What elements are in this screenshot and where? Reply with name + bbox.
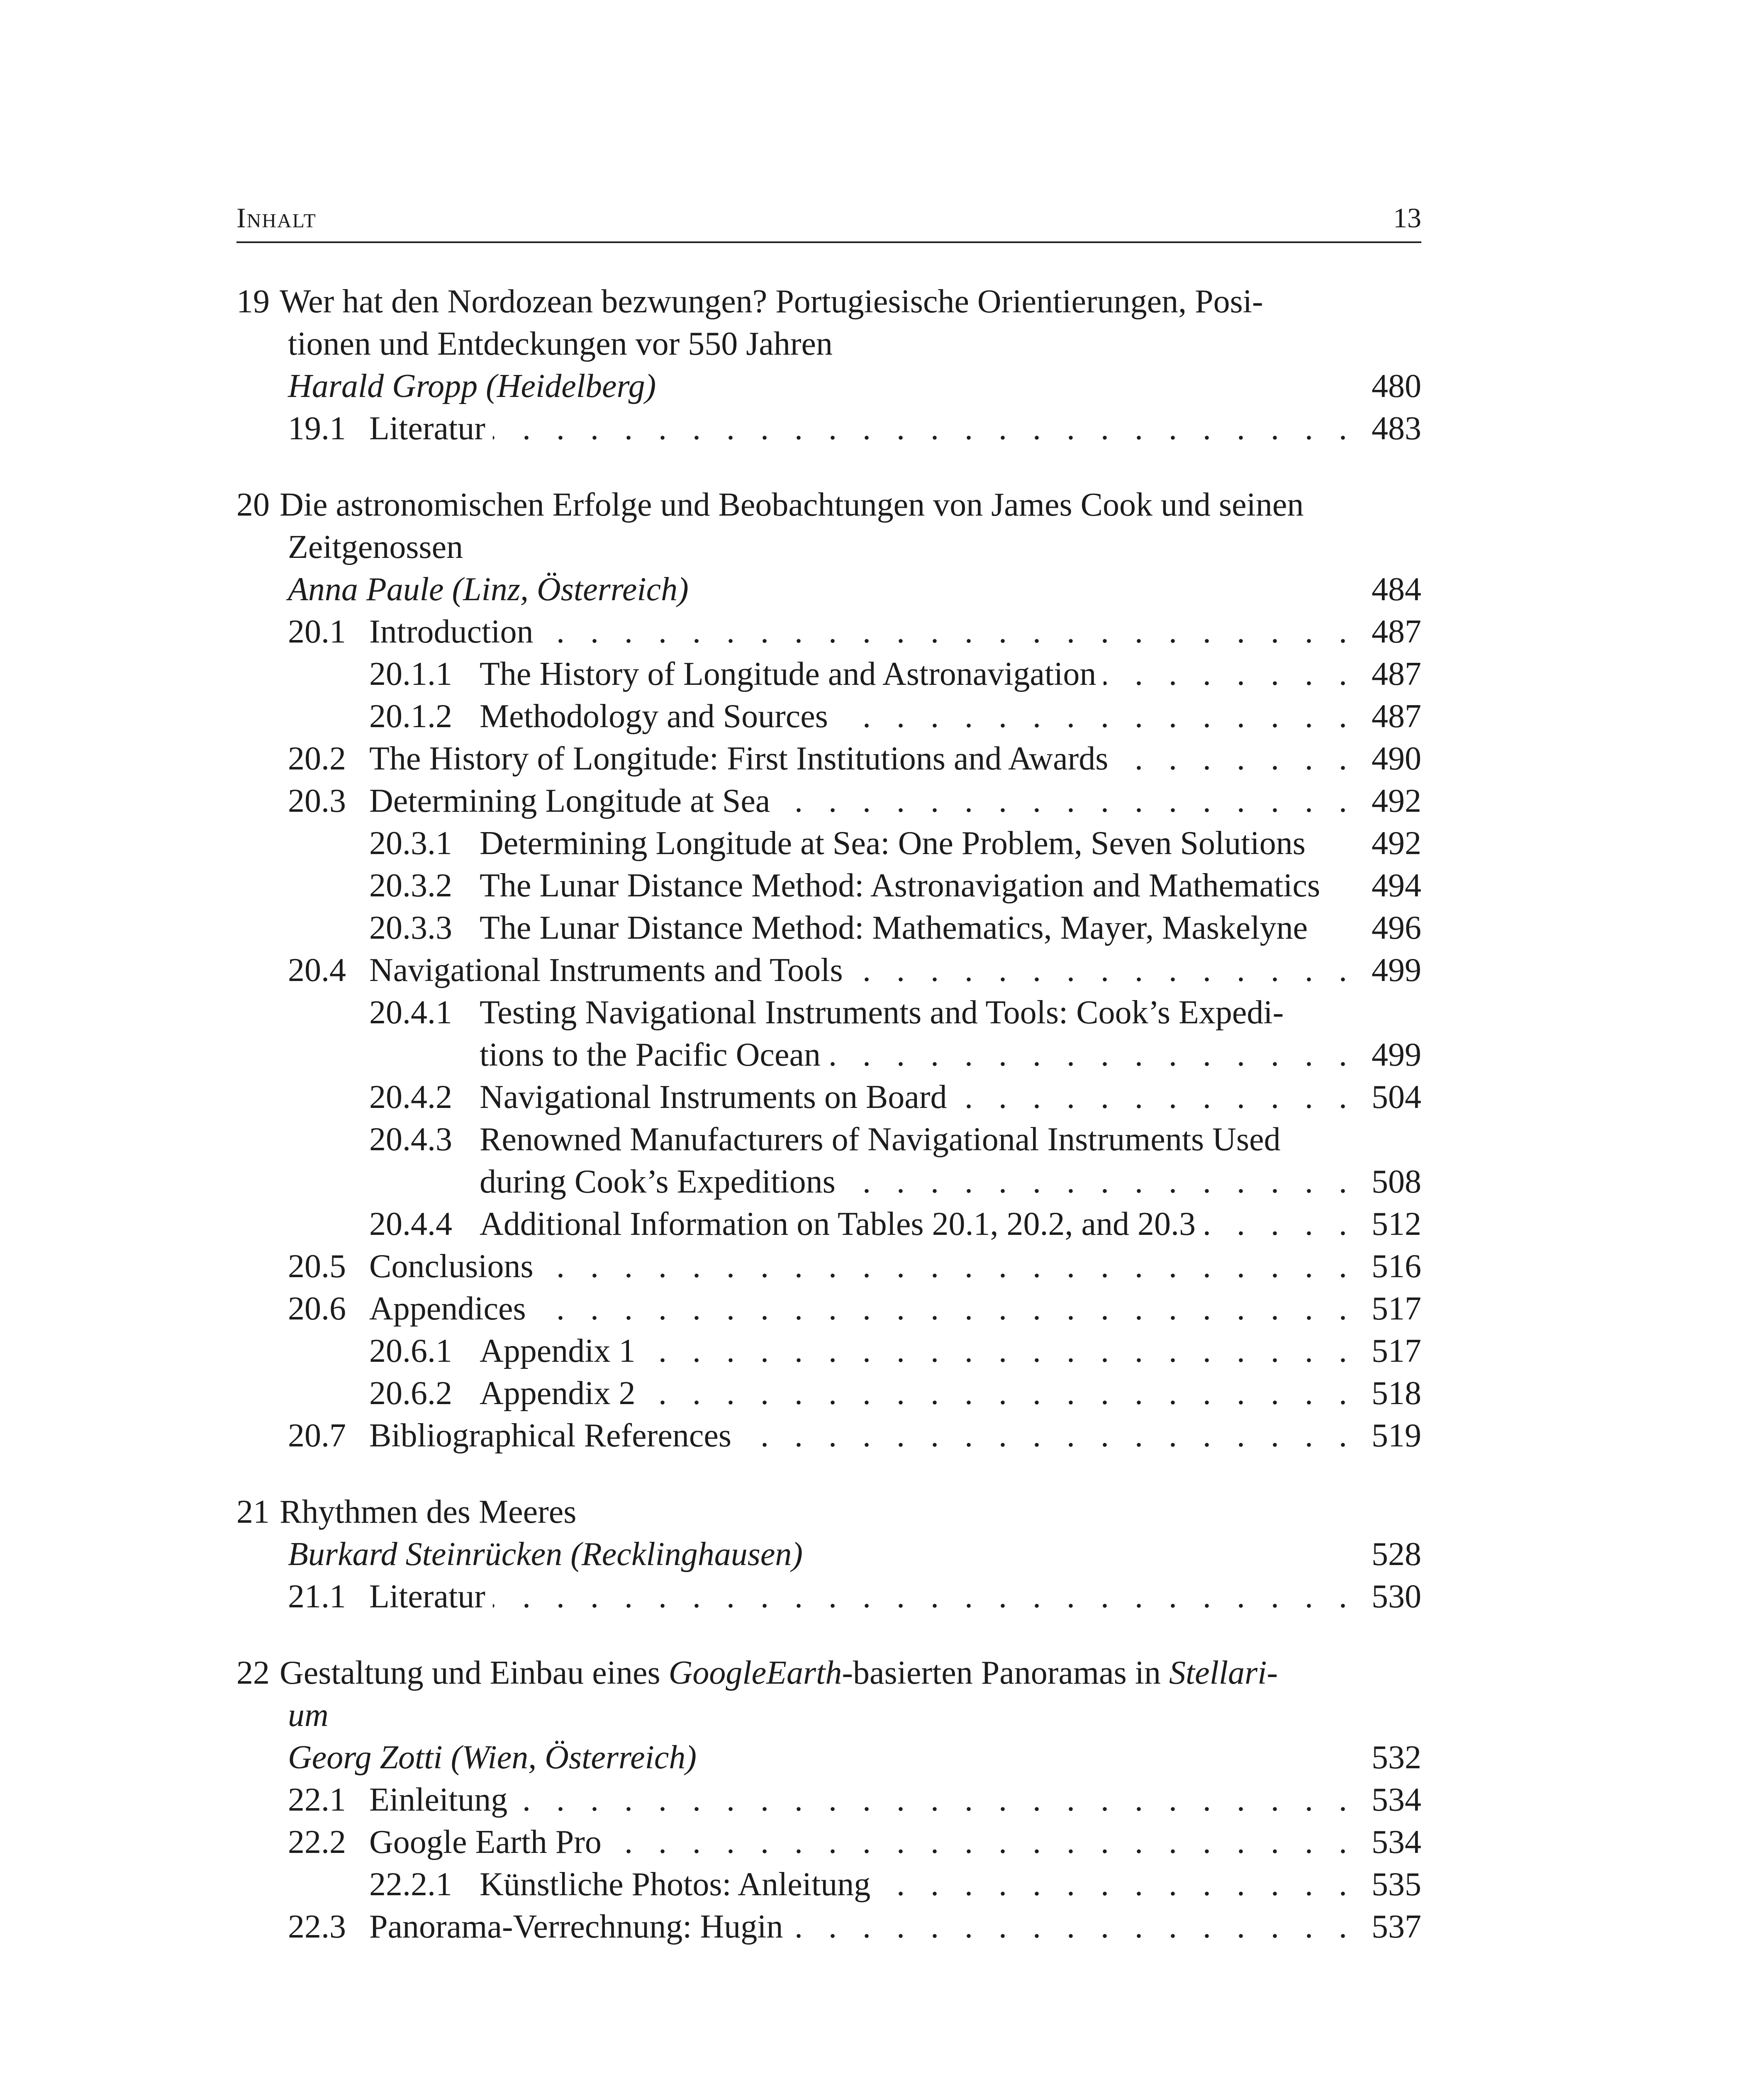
dot-leader xyxy=(609,1821,1356,1863)
toc-page xyxy=(236,199,1421,1982)
page-number: 517 xyxy=(1372,1333,1421,1369)
chapter-title-part1: Gestaltung und Einbau eines xyxy=(280,1655,669,1691)
section-number: 22.3 xyxy=(288,1908,346,1945)
page-number: 494 xyxy=(1372,867,1421,904)
section-number: 22.2 xyxy=(288,1824,346,1860)
dot-leader xyxy=(843,1161,1356,1203)
dot-leader xyxy=(515,1779,1356,1821)
entry-line-1 xyxy=(369,991,1421,1034)
dot-leader xyxy=(541,611,1356,653)
running-head-title: Inhalt xyxy=(236,202,317,234)
page-number: 490 xyxy=(1372,740,1421,777)
section-label: Navigational Instruments and Tools xyxy=(369,952,843,988)
page-number: 535 xyxy=(1372,1866,1421,1903)
subsection-number: 20.6.2 xyxy=(369,1375,452,1412)
dot-leader xyxy=(954,1076,1356,1118)
author-name: Harald Gropp (Heidelberg) xyxy=(288,368,656,404)
chapter-title[interactable] xyxy=(236,484,1421,568)
chapter-title-line1: Rhythmen des Meeres xyxy=(280,1494,577,1530)
chapter-author[interactable] xyxy=(236,1533,1421,1575)
dot-leader xyxy=(739,1414,1356,1457)
page-number: 508 xyxy=(1372,1164,1421,1200)
subsection-label-line1: Renowned Manufacturers of Navigational Instruments Used xyxy=(480,1121,1281,1158)
chapter-title[interactable] xyxy=(236,1491,1421,1533)
chapter-title[interactable] xyxy=(236,1652,1421,1736)
section-label: The History of Longitude: First Institutions and Awards xyxy=(369,740,1109,777)
toc-entry-20-1-2[interactable] xyxy=(236,695,1421,738)
subsection-label: Appendix 2 xyxy=(480,1375,636,1412)
dot-leader xyxy=(1104,653,1356,695)
page-number: 504 xyxy=(1372,1079,1421,1115)
toc-entry-22-1[interactable] xyxy=(236,1779,1421,1821)
page-number: 492 xyxy=(1372,783,1421,819)
page-number: 534 xyxy=(1372,1824,1421,1860)
subsection-number: 20.4.1 xyxy=(369,994,452,1031)
subsection-label: Determining Longitude at Sea: One Problem, Seven Solutions xyxy=(480,825,1306,862)
section-label: Appendices xyxy=(369,1290,526,1327)
entry-line-2 xyxy=(369,1161,1421,1203)
chapter-title-part2: GoogleEarth xyxy=(668,1655,842,1691)
toc-entry-22-2[interactable] xyxy=(236,1821,1421,1863)
toc-entry-20-4-2[interactable] xyxy=(236,1076,1421,1118)
page-number: 516 xyxy=(1372,1248,1421,1285)
toc-entry-20-4-3[interactable] xyxy=(236,1118,1421,1203)
subsection-number: 20.3.1 xyxy=(369,825,452,862)
section-label: Panorama-Verrechnung: Hugin xyxy=(369,1908,783,1945)
author-name: Burkard Steinrücken (Recklinghausen) xyxy=(288,1536,803,1573)
page-number: 517 xyxy=(1372,1290,1421,1327)
chapter-title-line2: um xyxy=(288,1697,329,1733)
page-number: 496 xyxy=(1372,910,1421,946)
subsection-number: 20.1.1 xyxy=(369,656,452,692)
entry-line-2 xyxy=(369,1034,1421,1076)
table-of-contents xyxy=(236,280,1421,1948)
section-label: Conclusions xyxy=(369,1248,534,1285)
subsection-label: Künstliche Photos: Anleitung xyxy=(480,1866,871,1903)
toc-entry-20-3-1[interactable] xyxy=(236,822,1421,864)
section-label: Bibliographical References xyxy=(369,1417,731,1454)
subsection-number: 20.3.3 xyxy=(369,910,452,946)
toc-entry-20-6-1[interactable] xyxy=(236,1330,1421,1372)
toc-entry-20-4-1[interactable] xyxy=(236,991,1421,1076)
chapter-number: 19 xyxy=(236,283,270,320)
dot-leader xyxy=(643,1372,1356,1414)
dot-leader xyxy=(790,1906,1356,1948)
toc-entry-20-4[interactable] xyxy=(236,949,1421,991)
section-number: 20.4 xyxy=(288,952,346,988)
page-number: 519 xyxy=(1372,1417,1421,1454)
chapter-title-part4: Stellari- xyxy=(1169,1655,1278,1691)
toc-entry-20-2[interactable] xyxy=(236,738,1421,780)
section-number: 20.2 xyxy=(288,740,346,777)
chapter-author[interactable] xyxy=(236,568,1421,611)
section-number: 19.1 xyxy=(288,410,346,447)
subsection-label-line2: during Cook’s Expeditions xyxy=(480,1164,836,1200)
running-head xyxy=(236,199,1421,243)
toc-entry-20-1-1[interactable] xyxy=(236,653,1421,695)
chapter-19 xyxy=(236,280,1421,450)
subsection-number: 20.4.3 xyxy=(369,1121,452,1158)
chapter-21 xyxy=(236,1491,1421,1618)
toc-entry-20-5[interactable] xyxy=(236,1245,1421,1288)
chapter-title-line1: Wer hat den Nordozean bezwungen? Portugiesische Orientierungen, Posi- xyxy=(280,283,1263,320)
toc-entry-20-4-4[interactable] xyxy=(236,1203,1421,1245)
dot-leader xyxy=(534,1288,1356,1330)
page-number: 487 xyxy=(1372,613,1421,650)
page-number: 487 xyxy=(1372,656,1421,692)
toc-entry-22-3[interactable] xyxy=(236,1906,1421,1948)
toc-entry-20-3-3[interactable] xyxy=(236,907,1421,949)
subsection-label: The Lunar Distance Method: Mathematics, Mayer, Maskelyne xyxy=(480,910,1308,946)
subsection-label: Additional Information on Tables 20.1, 20.2, and 20.3 xyxy=(480,1206,1196,1242)
chapter-number: 20 xyxy=(236,487,270,523)
toc-entry-22-2-1[interactable] xyxy=(236,1863,1421,1906)
chapter-number: 21 xyxy=(236,1494,270,1530)
subsection-label: The Lunar Distance Method: Astronavigation and Mathematics xyxy=(480,867,1321,904)
page-number: 487 xyxy=(1372,698,1421,735)
chapter-20 xyxy=(236,484,1421,1457)
subsection-number: 20.6.1 xyxy=(369,1333,452,1369)
chapter-author[interactable] xyxy=(236,1736,1421,1779)
section-label: Literatur xyxy=(369,410,485,447)
page-number: 499 xyxy=(1372,952,1421,988)
subsection-number: 20.1.2 xyxy=(369,698,452,735)
page-number: 534 xyxy=(1372,1782,1421,1818)
author-name: Anna Paule (Linz, Österreich) xyxy=(288,571,689,608)
toc-entry-19-1[interactable] xyxy=(236,407,1421,450)
toc-entry-20-1[interactable] xyxy=(236,611,1421,653)
dot-leader xyxy=(828,1034,1356,1076)
subsection-number: 20.4.4 xyxy=(369,1206,452,1242)
section-number: 20.7 xyxy=(288,1417,346,1454)
chapter-title-line2: Zeitgenossen xyxy=(288,529,463,565)
chapter-title-line2: tionen und Entdeckungen vor 550 Jahren xyxy=(288,326,833,362)
chapter-22 xyxy=(236,1652,1421,1948)
page-number: 484 xyxy=(1372,571,1421,608)
section-number: 20.3 xyxy=(288,783,346,819)
chapter-number: 22 xyxy=(236,1655,270,1691)
dot-leader xyxy=(1116,738,1356,780)
page-number: 530 xyxy=(1372,1578,1421,1615)
section-label: Determining Longitude at Sea xyxy=(369,783,770,819)
chapter-title-line1: Die astronomischen Erfolge und Beobachtungen von James Cook und seinen xyxy=(280,487,1304,523)
dot-leader xyxy=(777,780,1356,822)
dot-leader xyxy=(1203,1203,1356,1245)
subsection-label-line2: tions to the Pacific Ocean xyxy=(480,1037,821,1073)
page-number: 512 xyxy=(1372,1206,1421,1242)
subsection-label: The History of Longitude and Astronavigation xyxy=(480,656,1096,692)
subsection-label: Appendix 1 xyxy=(480,1333,636,1369)
toc-entry-21-1[interactable] xyxy=(236,1575,1421,1618)
section-number: 20.5 xyxy=(288,1248,346,1285)
dot-leader xyxy=(878,1863,1356,1906)
page-number: 499 xyxy=(1372,1037,1421,1073)
section-number: 20.1 xyxy=(288,613,346,650)
subsection-label: Navigational Instruments on Board xyxy=(480,1079,947,1115)
entry-line-1 xyxy=(369,1118,1421,1161)
toc-entry-20-3-2[interactable] xyxy=(236,864,1421,907)
dot-leader xyxy=(493,1575,1356,1618)
toc-entry-20-6[interactable] xyxy=(236,1288,1421,1330)
dot-leader xyxy=(850,949,1356,991)
page-number: 537 xyxy=(1372,1908,1421,1945)
page-number: 528 xyxy=(1372,1536,1421,1573)
toc-entry-20-3[interactable] xyxy=(236,780,1421,822)
page-number: 483 xyxy=(1372,410,1421,447)
page-number: 532 xyxy=(1372,1739,1421,1776)
section-label: Introduction xyxy=(369,613,534,650)
section-number: 21.1 xyxy=(288,1578,346,1615)
section-label: Literatur xyxy=(369,1578,485,1615)
page-number: 518 xyxy=(1372,1375,1421,1412)
subsection-label: Methodology and Sources xyxy=(480,698,828,735)
section-number: 22.1 xyxy=(288,1782,346,1818)
toc-entry-20-7[interactable] xyxy=(236,1414,1421,1457)
running-head-page-number: 13 xyxy=(1393,202,1421,234)
dot-leader xyxy=(836,695,1356,738)
section-number: 20.6 xyxy=(288,1290,346,1327)
page-number: 480 xyxy=(1372,368,1421,404)
section-label: Google Earth Pro xyxy=(369,1824,602,1860)
chapter-title[interactable] xyxy=(236,280,1421,365)
dot-leader xyxy=(493,407,1356,450)
author-name: Georg Zotti (Wien, Österreich) xyxy=(288,1739,697,1776)
chapter-author[interactable] xyxy=(236,365,1421,407)
toc-entry-20-6-2[interactable] xyxy=(236,1372,1421,1414)
subsection-number: 20.4.2 xyxy=(369,1079,452,1115)
subsection-number: 22.2.1 xyxy=(369,1866,452,1903)
page-number: 492 xyxy=(1372,825,1421,862)
dot-leader xyxy=(541,1245,1356,1288)
dot-leader xyxy=(643,1330,1356,1372)
section-label: Einleitung xyxy=(369,1782,508,1818)
chapter-title-part3: -basierten Panoramas in xyxy=(842,1655,1169,1691)
subsection-label-line1: Testing Navigational Instruments and Tools: Cook’s Expedi- xyxy=(480,994,1284,1031)
subsection-number: 20.3.2 xyxy=(369,867,452,904)
